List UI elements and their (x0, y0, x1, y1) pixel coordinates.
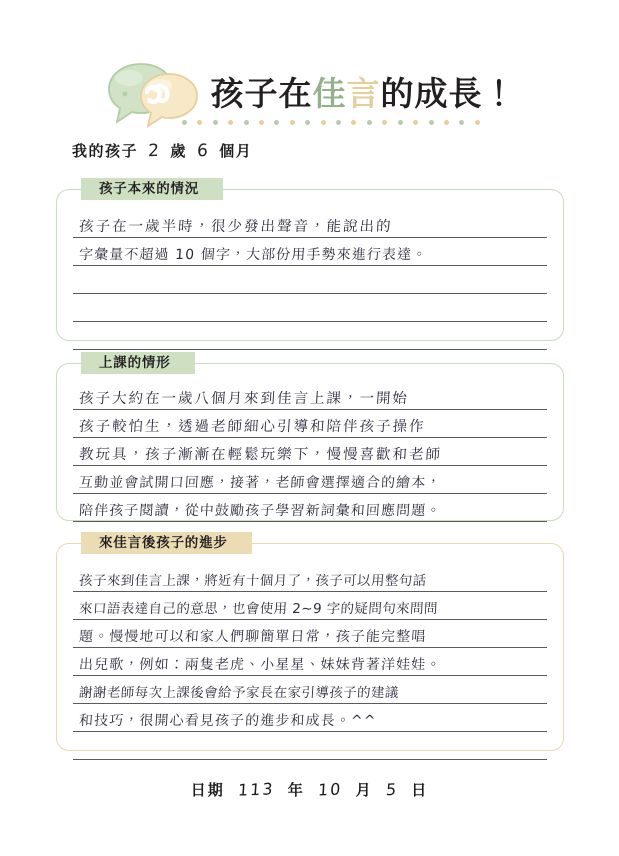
ruled-lines-3 (73, 564, 547, 760)
handwritten-text: 來口語表達自己的意思，也會使用 2~9 字的疑問句來問問 (78, 600, 439, 617)
child-age-months-value: 6 (196, 140, 210, 162)
child-age-years-value: 2 (147, 140, 161, 162)
handwritten-text: 字彙量不超過 10 個字，大部份用手勢來進行表達。 (78, 247, 428, 263)
handwritten-text: 孩子大約在一歲八個月來到佳言上課，一開始 (78, 390, 410, 407)
ruled-line (73, 322, 547, 350)
date-label: 日期 (190, 781, 225, 799)
child-age-years-unit: 歲 (170, 142, 187, 160)
ruled-line (73, 592, 547, 620)
handwritten-text: 題。慢慢地可以和家人們聊簡單日常，孩子能完整唱 (78, 629, 427, 645)
ruled-line (73, 466, 547, 494)
section-tab-label-2: 上課的情形 (81, 352, 195, 374)
ruled-lines-1 (73, 210, 547, 350)
date-line (0, 779, 619, 800)
handwritten-text: 孩子在一歲半時，很少發出聲音，能說出的 (78, 218, 394, 235)
section-box-2 (56, 363, 564, 521)
ruled-line (73, 294, 547, 322)
handwritten-text: 陪伴孩子閱讀，從中鼓勵孩子學習新詞彙和回應問題。 (78, 503, 442, 519)
child-age-line (72, 140, 252, 161)
date-month-unit: 月 (355, 781, 373, 799)
ruled-line (73, 382, 547, 410)
ruled-line (73, 494, 547, 522)
title-accent-green: 佳 (312, 73, 347, 113)
ruled-line (73, 266, 547, 294)
child-age-months-unit: 個月 (219, 142, 253, 160)
handwritten-text: 教玩具，孩子漸漸在輕鬆玩樂下，慢慢喜歡和老師 (78, 446, 443, 463)
title-text-suffix: 的成長！ (380, 73, 517, 113)
handwritten-text: 出兒歌，例如：兩隻老虎、小星星、妹妹背著洋娃娃。 (78, 657, 442, 673)
handwritten-text: 孩子較怕生，透過老師細心引導和陪伴孩子操作 (78, 418, 427, 435)
ruled-line (73, 676, 547, 704)
ruled-line (73, 648, 547, 676)
handwritten-text: 和技巧，很開心看見孩子的進步和成長。^^ (78, 713, 377, 729)
section-tab-label-3: 來佳言後孩子的進步 (81, 532, 252, 554)
date-month-value: 10 (317, 779, 344, 800)
date-day-value: 5 (385, 779, 399, 800)
title-text-prefix: 孩子在 (210, 73, 313, 113)
ruled-line (73, 704, 547, 732)
handwritten-text: 謝謝老師每次上課後會給予家長在家引導孩子的建議 (78, 684, 400, 701)
ruled-lines-2 (73, 382, 547, 522)
section-tab-label-1: 孩子本來的情況 (81, 178, 223, 200)
ruled-line (73, 410, 547, 438)
date-year-unit: 年 (287, 781, 305, 799)
page-title (210, 73, 517, 113)
ruled-line (73, 210, 547, 238)
child-info-label: 我的孩子 (72, 142, 139, 160)
dotted-divider (182, 118, 480, 126)
handwritten-text: 互動並會試開口回應，接著，老師會選擇適合的繪本， (78, 475, 442, 491)
ruled-line (73, 620, 547, 648)
ruled-line (73, 438, 547, 466)
ruled-line (73, 238, 547, 266)
ruled-line (73, 732, 547, 760)
title-accent-amber: 言 (346, 73, 381, 113)
handwritten-text: 孩子來到佳言上課，將近有十個月了，孩子可以用整句話 (78, 572, 428, 589)
ruled-line (73, 564, 547, 592)
section-box-1 (56, 189, 564, 341)
section-box-3 (56, 543, 564, 751)
date-day-unit: 日 (411, 781, 429, 799)
date-year-value: 113 (237, 779, 276, 800)
